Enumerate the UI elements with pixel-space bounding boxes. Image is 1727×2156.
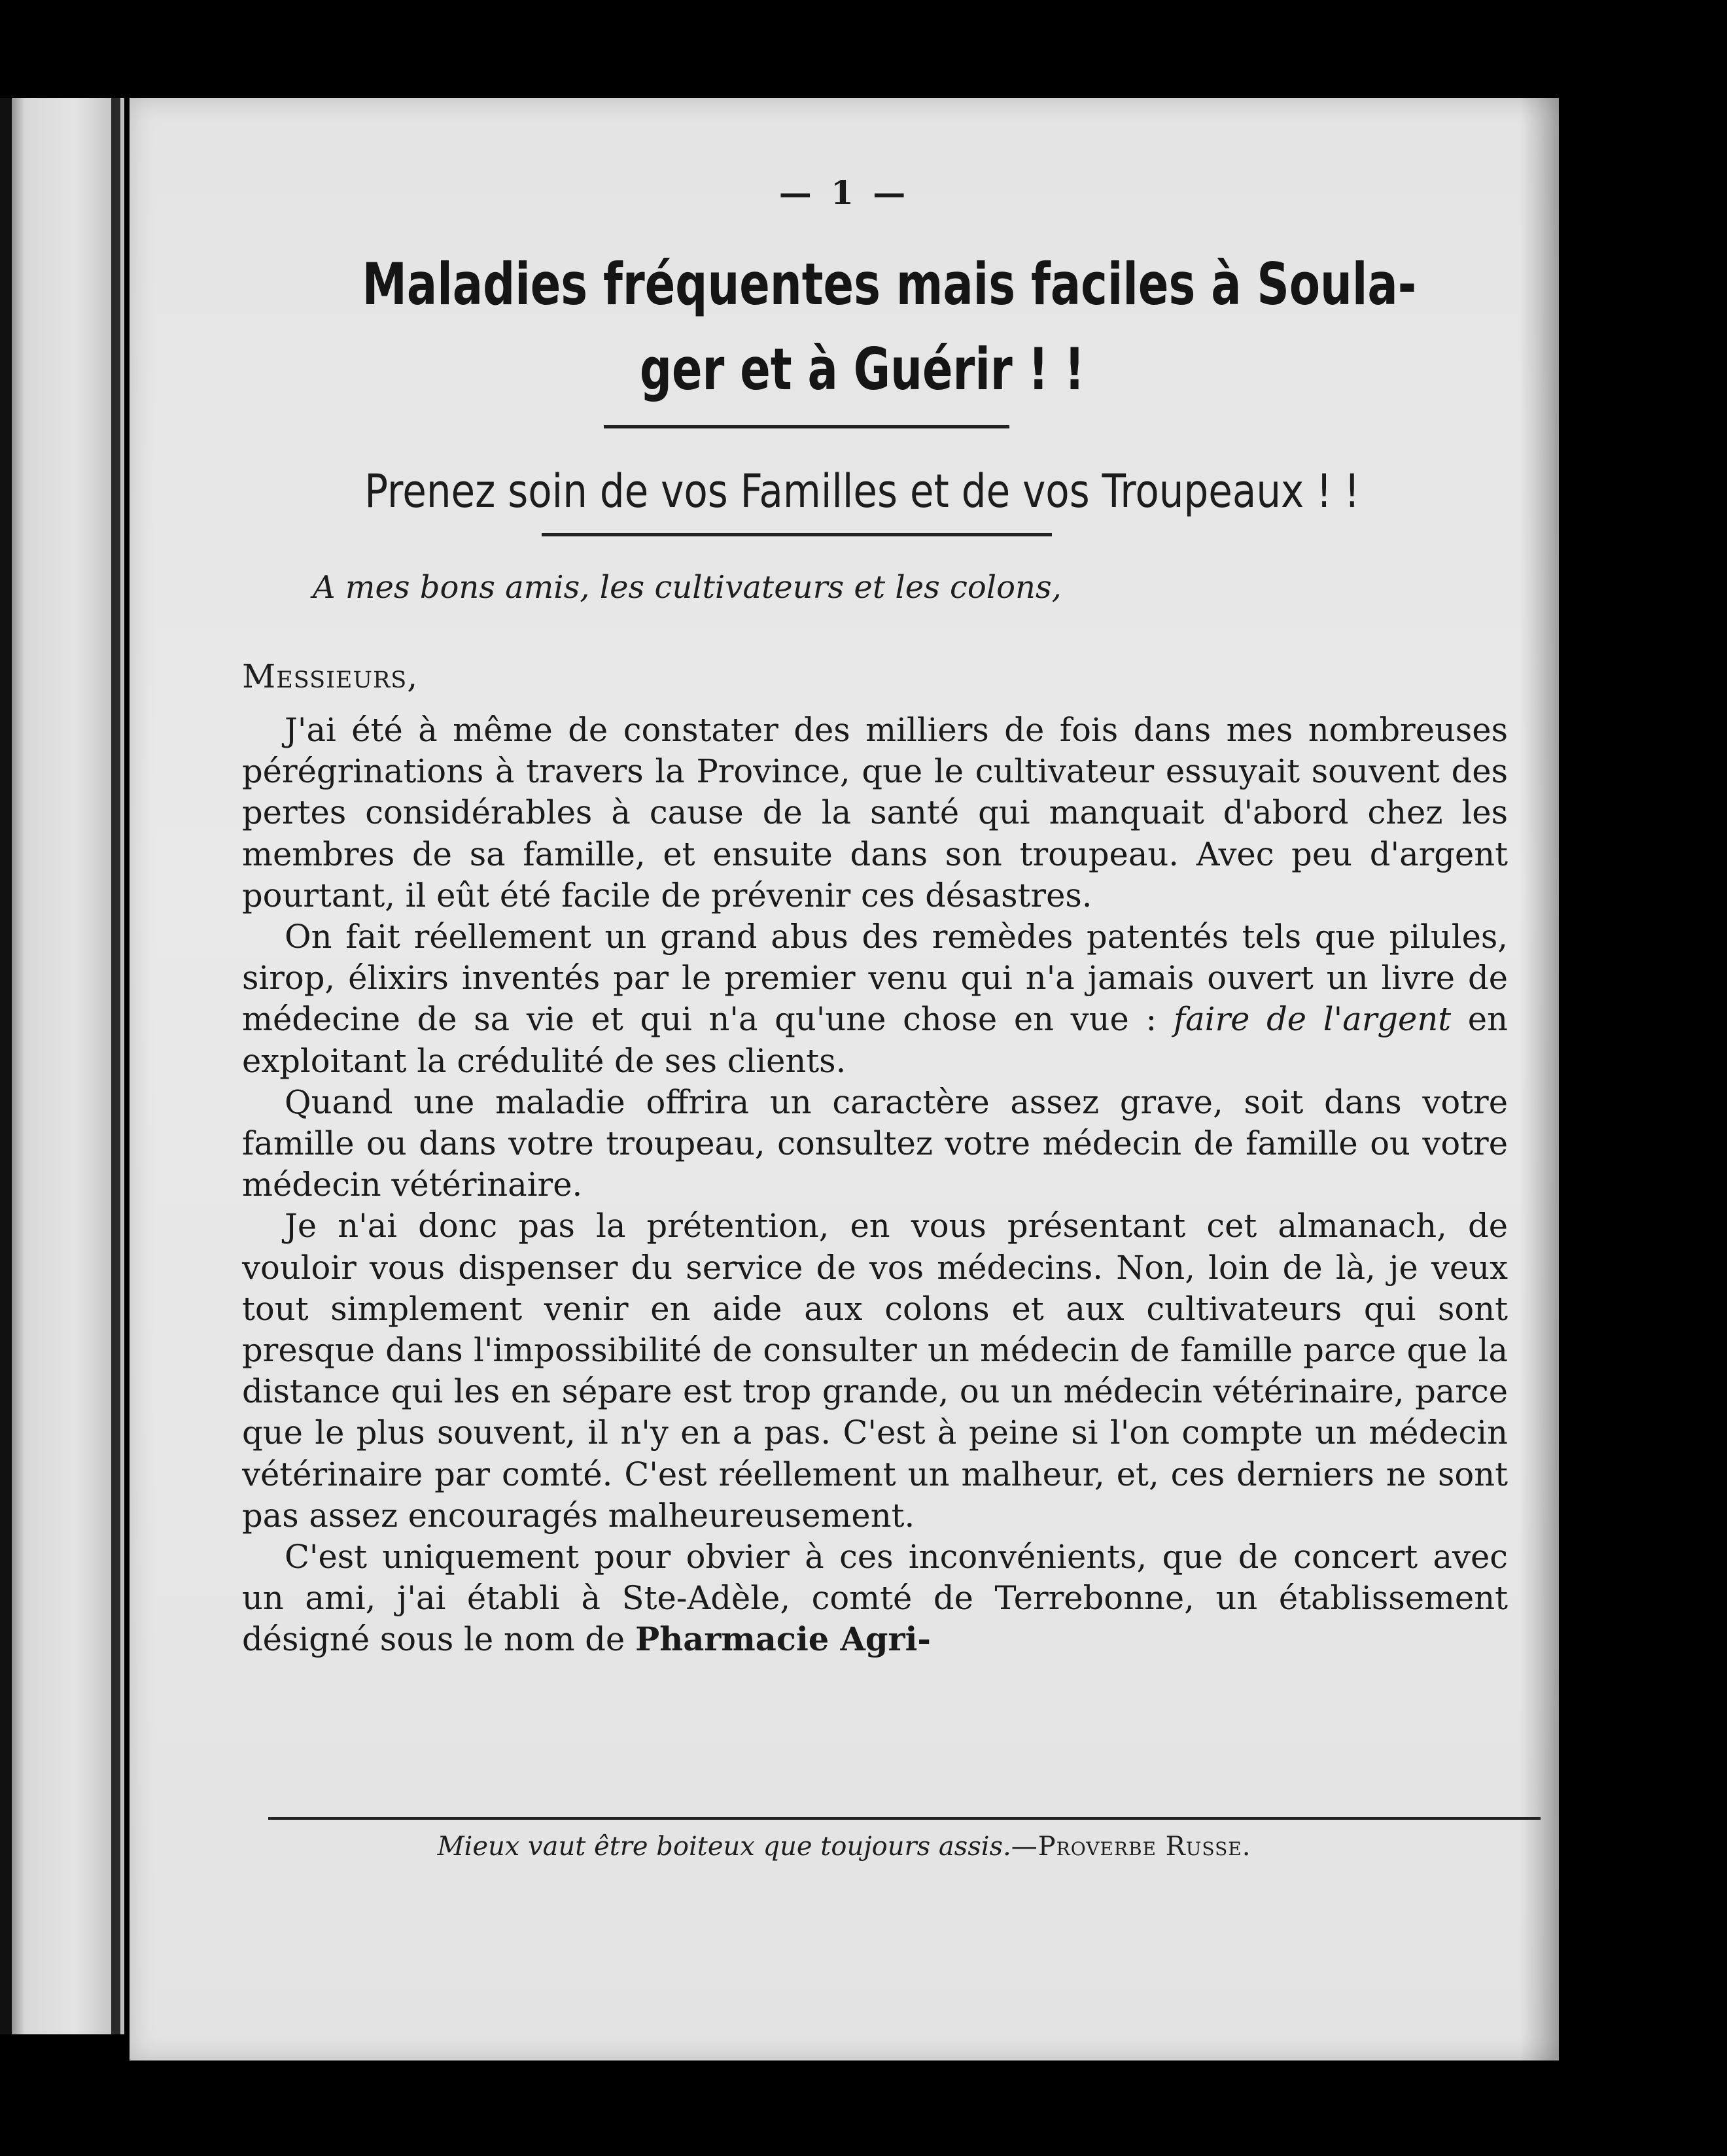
paragraph-3: Quand une maladie offrira un caractère assez grave, soit dans votre famille ou dans votre troupeau, consultez votre médecin de famille ou votre médecin vétérinaire. bbox=[242, 1083, 1508, 1204]
paragraph-5-bold: Pharmacie Agri- bbox=[635, 1620, 931, 1659]
proverb-source: —Proverbe Russe. bbox=[1011, 1832, 1251, 1862]
subtitle-divider bbox=[542, 533, 1052, 536]
scan-border bbox=[0, 98, 12, 2034]
subtitle: Prenez soin de vos Familles et de vos Troupeaux ! ! bbox=[364, 464, 1360, 518]
title-divider bbox=[604, 425, 1009, 428]
paragraph-2-text: On fait réellement un grand abus des remèdes patentés tels que pilules, sirop, élixirs inventés par le premier venu qui n'a jamais ouvert un livre de médecine de sa vie et qui n'a qu'une chose en vue : bbox=[242, 918, 1508, 1039]
dedication: A mes bons amis, les cultivateurs et les colons, bbox=[313, 569, 1062, 606]
paragraph-2 bbox=[242, 916, 1508, 1082]
paragraph-5-text: C'est uniquement pour obvier à ces inconvénients, que de concert avec un ami, j'ai établi à Ste-Adèle, comté de Terrebonne, un établissement désigné sous le nom de bbox=[242, 1538, 1508, 1659]
facing-page-edge bbox=[0, 98, 124, 2034]
footer-proverb bbox=[130, 1832, 1559, 1862]
title-line-2: ger et à Guérir ! ! bbox=[639, 336, 1085, 403]
page-number: — 1 — bbox=[778, 173, 910, 212]
paragraph-1: J'ai été à même de constater des milliers de fois dans mes nombreuses pérégrinations à travers la Province, que le cultivateur essuyait souvent des pertes considérables à cause de la santé qui manquait d'abord chez les membres de sa famille, et ensuite dans son troupeau. Avec peu d'argent pourtant, il eût été facile de prévenir ces désastres. bbox=[242, 711, 1508, 914]
paragraph-2-tail: en exploitant la crédulité de ses clients. bbox=[242, 1000, 1508, 1080]
page-shadow bbox=[1520, 98, 1559, 2060]
footer-divider bbox=[268, 1817, 1541, 1820]
salutation: Messieurs, bbox=[242, 657, 419, 695]
proverb-text: Mieux vaut être boiteux que toujours assis. bbox=[437, 1832, 1011, 1862]
page-title bbox=[362, 242, 1417, 412]
title-line-1: Maladies fréquentes mais faciles à Soula- bbox=[362, 251, 1417, 318]
book-spine bbox=[111, 98, 120, 2034]
paragraph-4: Je n'ai donc pas la prétention, en vous présentant cet almanach, de vouloir vous dispenser du service de vos médecins. Non, loin de là, je veux tout simplement venir en aide aux colons et aux cultivateurs qui sont presque dans l'impossibilité de consulter un médecin de famille parce que la distance qui les en sépare est trop grande, ou un médecin vétérinaire, parce que le plus souvent, il n'y en a pas. C'est à peine si l'on compte un médecin vétérinaire par comté. C'est réellement un malheur, et, ces derniers ne sont pas assez encouragés malheureusement. bbox=[242, 1207, 1508, 1535]
body-text bbox=[242, 710, 1508, 1661]
paragraph-2-italic: faire de l'argent bbox=[1173, 1000, 1452, 1039]
document-page bbox=[130, 98, 1559, 2060]
paragraph-5 bbox=[242, 1537, 1508, 1661]
